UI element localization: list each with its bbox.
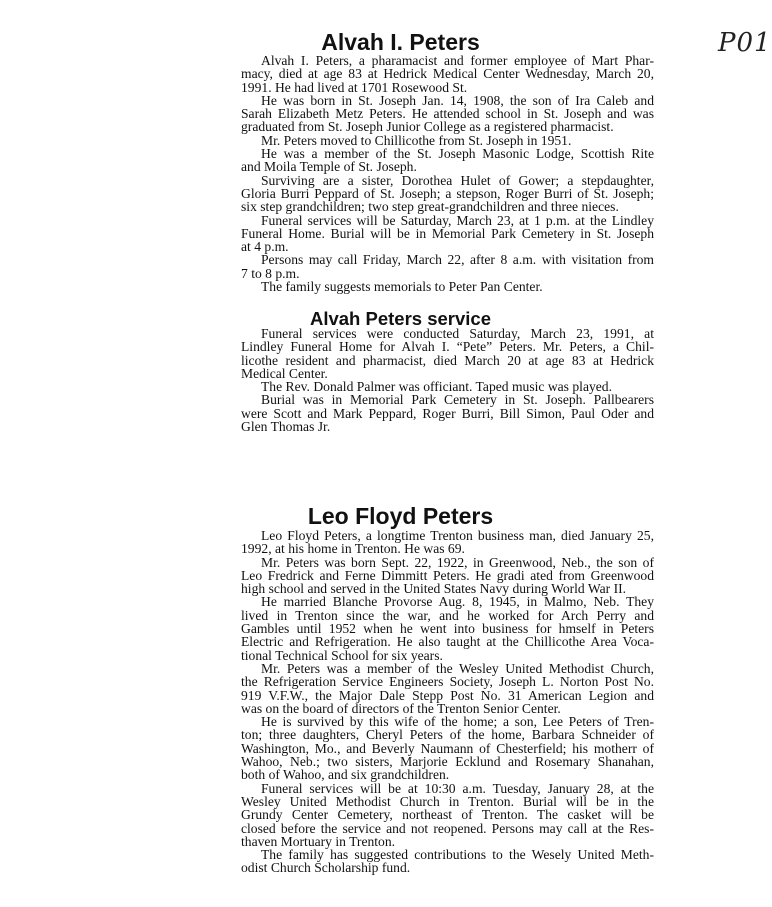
text-line: licothe resident and pharmacist, died March 20 at age 83 at Hedrick [241, 352, 654, 368]
text-line: Leo Fredrick and Ferne Dimmitt Peters. He gradi ated from Greenwood [241, 567, 654, 583]
obituary-title: Leo Floyd Peters [307, 503, 494, 529]
paragraph [241, 529, 654, 556]
paragraph [241, 280, 654, 293]
paragraph [241, 848, 654, 875]
text-line: The Rev. Donald Palmer was officiant. Taped music was played. [261, 379, 613, 395]
text-line: He married Blanche Provorse Aug. 8, 1945, in Malmo, Neb. They [261, 594, 654, 610]
obituary-body [241, 54, 654, 293]
text-line: Electric and Refrigeration. He also taught at the Chillicothe Area Voca- [241, 634, 654, 650]
paragraph [241, 174, 654, 214]
text-line: ton; three daughters, Cheryl Peters of the home, Barbara Schneider of [241, 727, 654, 743]
text-line: 919 V.F.W., the Major Dale Stepp Post No. 31 American Legion and [241, 687, 654, 703]
text-line: He was born in St. Joseph Jan. 14, 1908, the son of Ira Caleb and [261, 92, 654, 108]
text-line: six step grandchildren; two step great-grandchildren and three nieces. [241, 199, 619, 215]
paragraph [241, 214, 654, 254]
paragraph [241, 253, 654, 280]
text-line: thaven Mortuary in Trenton. [241, 833, 396, 849]
text-line: both of Wahoo, and six grandchildren. [241, 767, 450, 783]
text-line: Burial was in Memorial Park Cemetery in St. Joseph. Pallbearers [261, 392, 654, 408]
text-line: Funeral services were conducted Saturday, March 23, 1991, at [261, 326, 654, 341]
paragraph [241, 595, 654, 661]
text-line: He was a member of the St. Joseph Masonic Lodge, Scottish Rite [261, 146, 654, 162]
paragraph [241, 393, 654, 433]
text-line: Alvah I. Peters, a pharamacist and former employee of Mart Phar- [261, 53, 654, 68]
text-line: Wahoo, Neb.; two sisters, Marjorie Ecklund and Rosemary Shanahan, [241, 754, 654, 770]
page-number-handwritten: P01 [718, 28, 772, 58]
paragraph [241, 327, 654, 380]
paragraph [241, 556, 654, 596]
text-line: 7 to 8 p.m. [241, 265, 300, 281]
text-line: Persons may call Friday, March 22, after 8 a.m. with visitation from [261, 252, 654, 268]
text-line: Funeral services will be at 10:30 a.m. Tuesday, January 28, at the [261, 780, 654, 796]
paragraph [241, 134, 654, 147]
text-line: 1992, at his home in Trenton. He was 69. [241, 541, 465, 557]
text-line: Leo Floyd Peters, a longtime Trenton business man, died January 25, [261, 528, 654, 543]
paragraph [241, 380, 654, 393]
text-line: Lindley Funeral Home for Alvah I. “Pete” Peters. Mr. Peters, a Chil- [241, 339, 654, 355]
text-line: He is survived by this wife of the home; a son, Lee Peters of Tren- [261, 714, 654, 730]
text-line: Washington, Mo., and Beverly Naumann of Chesterfield; his motherr of [241, 740, 654, 756]
text-line: Mr. Peters was born Sept. 22, 1922, in Greenwood, Neb., the son of [261, 554, 654, 570]
text-line: Funeral Home. Burial will be in Memorial Park Cemetery in St. Joseph [241, 225, 654, 241]
text-line: lived in Trenton since the war, and he worked for Arch Perry and [241, 607, 654, 623]
service-body [241, 327, 654, 433]
paragraph [241, 782, 654, 848]
text-line: closed before the service and not reopened. Persons may call at the Res- [241, 820, 654, 836]
text-line: at 4 p.m. [241, 239, 289, 255]
text-line: graduated from St. Joseph Junior College as a registered pharmacist. [241, 119, 614, 135]
service-title: Alvah Peters service [309, 308, 491, 329]
text-line: Funeral services will be Saturday, March 23, at 1 p.m. at the Lindley [261, 212, 654, 228]
text-line: the Refrigeration Service Engineers Society, Joseph L. Norton Post No. [241, 674, 654, 690]
text-line: Medical Center. [241, 365, 328, 381]
text-line: were Scott and Mark Peppard, Roger Burri, Bill Simon, Paul Oder and [241, 405, 654, 421]
paragraph [241, 715, 654, 781]
text-line: Wesley United Methodist Church in Trenton. Burial will be in the [241, 793, 654, 809]
paragraph [241, 147, 654, 174]
text-line: macy, died at age 83 at Hedrick Medical Center Wednesday, March 20, [241, 66, 654, 82]
obituary-body [241, 529, 654, 875]
text-line: The family suggests memorials to Peter Pan Center. [261, 279, 543, 295]
text-line: Grundy Center Cemetery, northeast of Trenton. The casket will be [241, 807, 654, 823]
text-line: Surviving are a sister, Dorothea Hulet of Gower; a stepdaughter, [261, 172, 654, 188]
text-line: Gambles until 1952 when he went into business for hmself in Peters [241, 621, 654, 637]
text-line: odist Church Scholarship fund. [241, 860, 411, 876]
paragraph [241, 54, 654, 94]
paragraph [241, 94, 654, 134]
text-line: The family has suggested contributions to the Wesely United Meth- [261, 847, 654, 863]
text-line: Glen Thomas Jr. [241, 419, 331, 435]
text-line: Mr. Peters moved to Chillicothe from St. Joseph in 1951. [261, 132, 572, 148]
text-line: 1991. He had lived at 1701 Rosewood St. [241, 79, 468, 95]
paragraph [241, 662, 654, 715]
obituary-title: Alvah I. Peters [321, 29, 480, 55]
text-line: was on the board of directors of the Trenton Senior Center. [241, 700, 561, 716]
text-line: Sarah Elizabeth Metz Peters. He attended school in St. Joseph and was [241, 106, 654, 122]
text-line: Mr. Peters was a member of the Wesley United Methodist Church, [261, 660, 654, 676]
text-line: Gloria Burri Peppard of St. Joseph; a stepson, Roger Burri of St. Joseph; [241, 185, 654, 201]
text-line: tional Technical School for six years. [241, 647, 443, 663]
text-line: and Moila Temple of St. Joseph. [241, 159, 417, 175]
text-line: high school and served in the United States Navy during World War II. [241, 581, 627, 597]
